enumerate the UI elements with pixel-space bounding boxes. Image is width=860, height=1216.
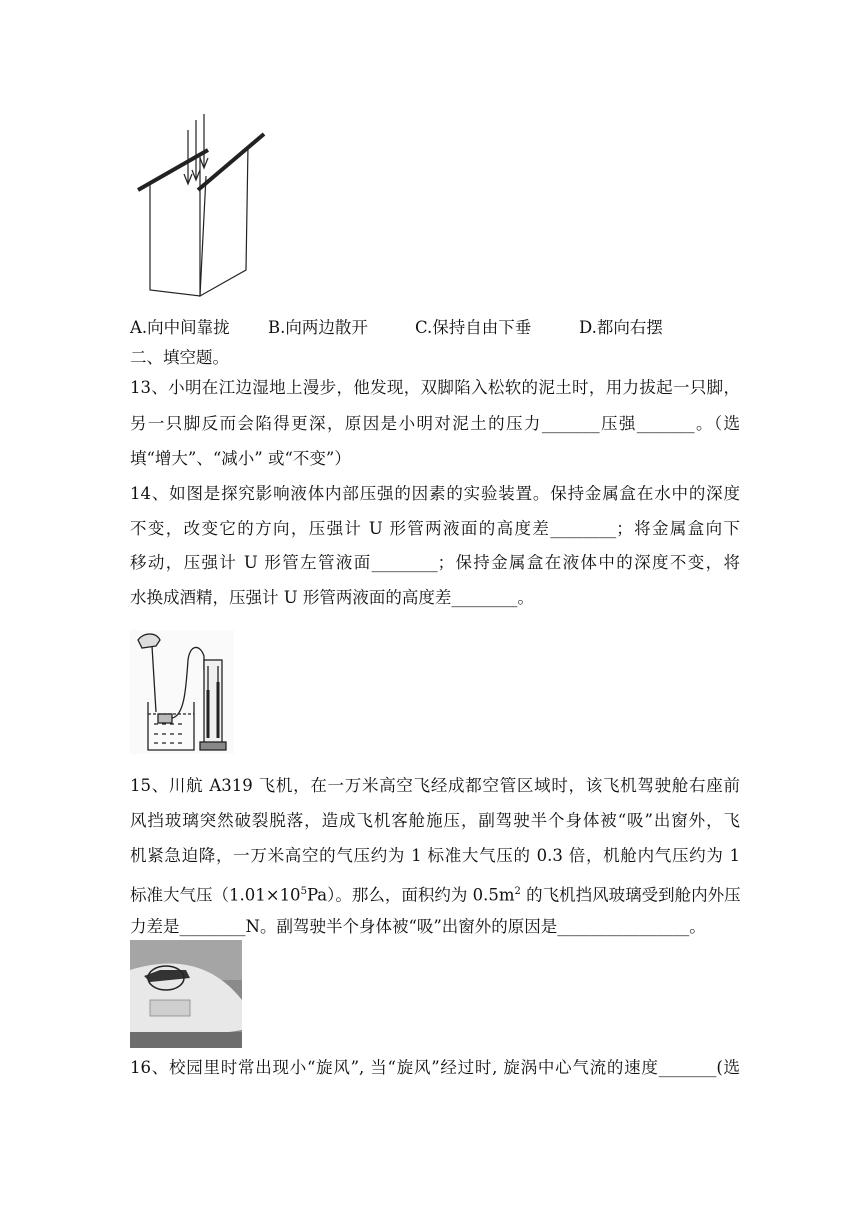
q15-exponent: 5 bbox=[300, 886, 307, 897]
q15-area-exponent: 2 bbox=[514, 886, 521, 897]
option-a: A.向中间靠拢 bbox=[130, 318, 230, 337]
q15-line4 bbox=[130, 882, 740, 906]
q14-line3: 移动，压强计 U 形管左管液面________；保持金属盒在液体中的深度不变，将 bbox=[130, 553, 740, 572]
q15-line4-pre: 标准大气压（1.01×10 bbox=[130, 885, 301, 905]
q13-line1: 13、小明在江边湿地上漫步，他发现，双脚陷入松软的泥土时，用力拔起一只脚， bbox=[130, 378, 740, 397]
q15-line1: 15、川航 A319 飞机，在一万米高空飞经成都空管区域时，该飞机驾驶舱右座前 bbox=[130, 776, 740, 795]
q13-line2: 另一只脚反而会陷得更深，原因是小明对泥土的压力_______压强_______。（选 bbox=[130, 414, 740, 433]
option-b: B.向两边散开 bbox=[268, 318, 368, 337]
q16-line1: 16、校园里时常出现小“旋风”, 当“旋风”经过时, 旋涡中心气流的速度_______(选 bbox=[130, 1058, 740, 1077]
q14-line1: 14、如图是探究影响液体内部压强的因素的实验装置。保持金属盒在水中的深度 bbox=[130, 484, 740, 503]
q15-line3: 机紧急迫降，一万米高空的气压约为 1 标准大气压的 0.3 倍，机舱内气压约为 1 bbox=[130, 846, 740, 865]
q15-line5: 力差是________N。副驾驶半个身体被“吸”出窗外的原因是________________。 bbox=[130, 917, 706, 936]
q15-line2: 风挡玻璃突然破裂脱落，造成飞机客舱施压，副驾驶半个身体被“吸”出窗外，飞 bbox=[130, 811, 740, 830]
section-title: 二、填空题。 bbox=[130, 348, 229, 367]
q14-line2: 不变，改变它的方向，压强计 U 形管两液面的高度差________；将金属盒向下 bbox=[130, 519, 740, 538]
q13-line3: 填“增大”、“减小” 或“不变”） bbox=[130, 449, 351, 468]
paper-sheets-figure bbox=[128, 110, 268, 300]
option-d: D.都向右摆 bbox=[579, 318, 663, 337]
option-c: C.保持自由下垂 bbox=[415, 318, 532, 337]
q15-line4-end: 的飞机挡风玻璃受到舱内外压 bbox=[520, 885, 741, 905]
airplane-photo bbox=[130, 940, 242, 1048]
q14-line4: 水换成酒精，压强计 U 形管两液面的高度差________。 bbox=[130, 588, 534, 607]
pressure-gauge-figure bbox=[130, 630, 234, 754]
q15-line4-post: Pa）。那么，面积约为 0.5m bbox=[306, 885, 515, 905]
